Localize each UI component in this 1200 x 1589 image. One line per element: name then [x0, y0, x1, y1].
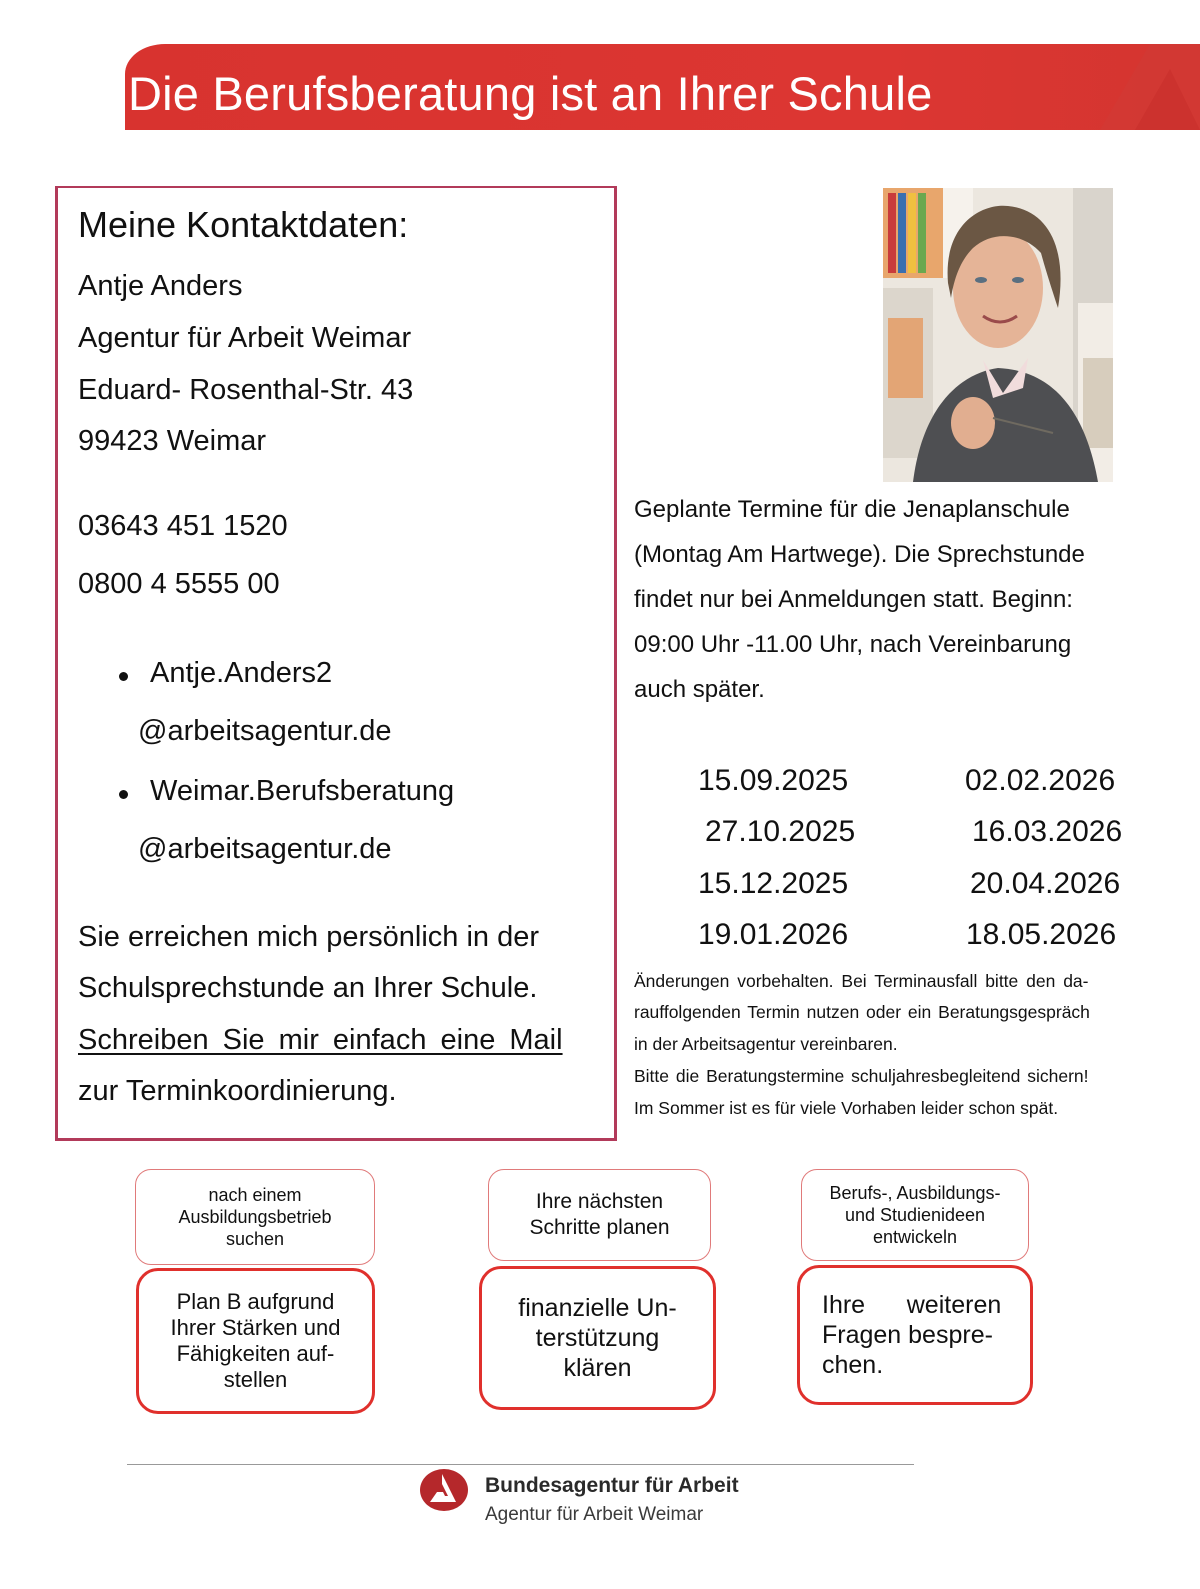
topic-text: Ihre weiteren — [822, 1291, 1002, 1319]
topic-card-plan-b — [136, 1268, 375, 1414]
topic-text: klären — [563, 1354, 632, 1382]
topic-text: Schritte planen — [529, 1216, 670, 1239]
topic-card-further-questions — [797, 1265, 1033, 1405]
date-item: 20.04.2026 — [970, 867, 1121, 900]
topic-text: Fähigkeiten auf- — [176, 1341, 335, 1366]
topic-card-search-company — [135, 1169, 375, 1265]
topic-text: entwickeln — [872, 1227, 958, 1247]
bullet-icon — [119, 790, 128, 799]
schedule-note-line: Bitte die Beratungstermine schuljahresbegleitend sichern! — [634, 1066, 1089, 1086]
email-1-user[interactable]: Antje.Anders2 — [150, 657, 333, 689]
page-title: Die Berufsberatung ist an Ihrer Schule — [128, 67, 933, 120]
portrait-photo-icon — [883, 188, 1113, 482]
reach-text-line-1: Sie erreichen mich persönlich in der — [78, 921, 539, 953]
topic-card-financial-support — [479, 1266, 716, 1410]
schedule-note-line: rauffolgenden Termin nutzen oder ein Beratungsgespräch — [634, 1002, 1090, 1022]
topic-text: finanzielle Un- — [518, 1294, 677, 1322]
topic-text: terstützung — [535, 1324, 660, 1352]
date-item: 15.09.2025 — [698, 764, 849, 797]
date-item: 02.02.2026 — [965, 764, 1116, 797]
topic-card-next-steps — [488, 1169, 711, 1261]
reach-text-line-2: Schulsprechstunde an Ihrer Schule. — [78, 972, 538, 1004]
date-item: 15.12.2025 — [698, 867, 849, 900]
contact-city: 99423 Weimar — [78, 425, 267, 457]
topic-text: chen. — [822, 1351, 884, 1379]
schedule-intro-line: auch später. — [634, 676, 765, 703]
schedule-intro-line: (Montag Am Hartwege). Die Sprechstunde — [634, 541, 1085, 568]
date-item: 18.05.2026 — [966, 918, 1117, 951]
topic-text: Ihre nächsten — [535, 1190, 664, 1213]
topic-text: und Studienideen — [844, 1205, 986, 1225]
mail-cta-tail: zur Terminkoordinierung. — [78, 1075, 397, 1107]
date-item: 27.10.2025 — [705, 815, 856, 848]
email-1-domain[interactable]: @arbeitsagentur.de — [138, 715, 392, 747]
contact-phone-1[interactable]: 03643 451 1520 — [78, 510, 288, 542]
contact-street: Eduard- Rosenthal-Str. 43 — [78, 374, 414, 406]
date-item: 16.03.2026 — [972, 815, 1123, 848]
schedule-note-line: Änderungen vorbehalten. Bei Terminausfall bitte den da- — [634, 971, 1089, 991]
ba-logo-watermark-icon — [1040, 44, 1200, 130]
topic-text: stellen — [223, 1367, 288, 1392]
topic-card-career-ideas — [801, 1169, 1029, 1261]
topic-text: nach einem — [208, 1185, 302, 1205]
advisor-photo — [883, 188, 1113, 482]
contact-agency: Agentur für Arbeit Weimar — [78, 322, 412, 354]
topic-text: Plan B aufgrund — [176, 1289, 335, 1314]
footer-office-name: Agentur für Arbeit Weimar — [485, 1504, 704, 1525]
topic-text: Berufs-, Ausbildungs- — [829, 1183, 1001, 1203]
email-2-domain[interactable]: @arbeitsagentur.de — [138, 833, 392, 865]
footer-org-name: Bundesagentur für Arbeit — [485, 1474, 739, 1497]
topic-text: suchen — [225, 1229, 285, 1249]
ba-logo-icon — [420, 1468, 468, 1512]
topic-text: Ausbildungsbetrieb — [178, 1207, 332, 1227]
date-item: 19.01.2026 — [698, 918, 849, 951]
schedule-intro-line: 09:00 Uhr -11.00 Uhr, nach Vereinbarung — [634, 631, 1072, 658]
mail-cta-link[interactable]: Schreiben Sie mir einfach eine Mail — [78, 1024, 563, 1056]
bullet-icon — [119, 672, 128, 681]
schedule-intro-line: findet nur bei Anmeldungen statt. Beginn: — [634, 586, 1073, 613]
topic-text: Fragen bespre- — [822, 1321, 993, 1349]
schedule-note-line: Im Sommer ist es für viele Vorhaben leider schon spät. — [634, 1098, 1059, 1118]
contact-heading: Meine Kontaktdaten: — [78, 204, 409, 245]
footer-divider — [127, 1464, 914, 1465]
contact-box — [55, 186, 617, 1141]
contact-name: Antje Anders — [78, 270, 243, 302]
schedule-intro-line: Geplante Termine für die Jenaplanschule — [634, 496, 1070, 523]
topic-text: Ihrer Stärken und — [170, 1315, 341, 1340]
email-2-user[interactable]: Weimar.Berufsberatung — [150, 775, 455, 807]
contact-phone-2[interactable]: 0800 4 5555 00 — [78, 568, 280, 600]
schedule-note-line: in der Arbeitsagentur vereinbaren. — [634, 1034, 898, 1054]
header-banner — [125, 44, 1200, 130]
